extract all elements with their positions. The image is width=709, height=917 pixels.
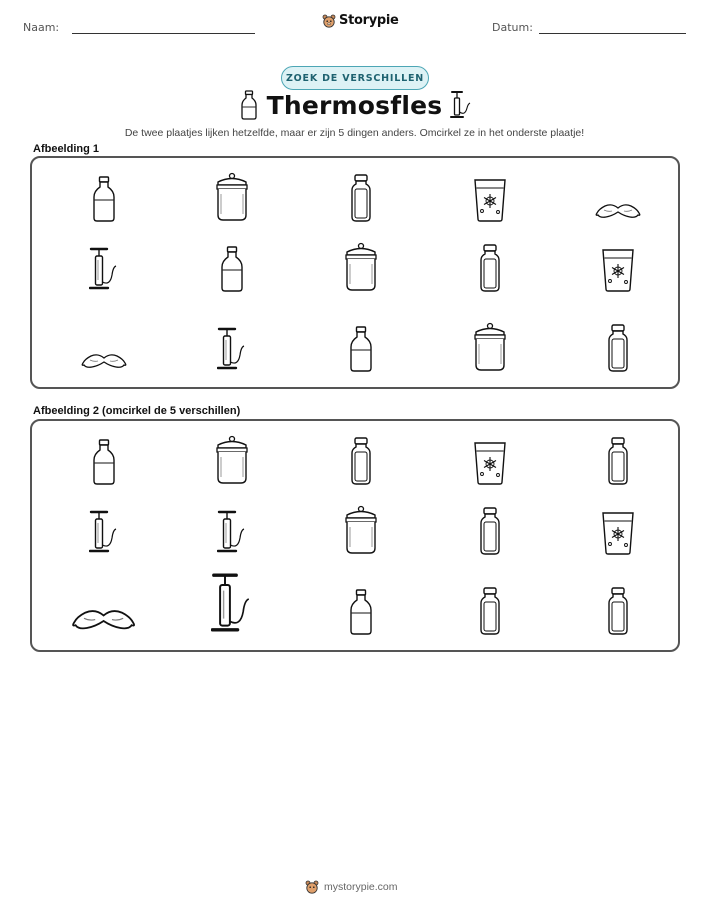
picture2-item-5[interactable]	[607, 437, 629, 485]
mustache-icon	[70, 607, 137, 635]
bike-pump-icon	[450, 90, 472, 120]
snowflake-cup-icon	[473, 441, 507, 485]
vial-bottle-icon	[607, 587, 629, 635]
vial-bottle-icon	[350, 174, 372, 222]
picture2-item-8[interactable]	[343, 505, 379, 555]
picture1-item-12	[217, 326, 247, 372]
brand-logo	[322, 13, 399, 28]
picture1-item-10	[601, 248, 635, 292]
date-field[interactable]	[539, 33, 686, 34]
picture1-item-1	[92, 176, 116, 222]
panel2-label: Afbeelding 2 (omcirkel de 5 verschillen)	[33, 405, 241, 417]
picture2-item-6[interactable]	[89, 509, 119, 555]
bike-pump-icon	[89, 246, 119, 292]
vial-bottle-icon	[607, 324, 629, 372]
picture1-item-4	[473, 178, 507, 222]
picture1-item-7	[220, 246, 244, 292]
milk-bottle-icon	[220, 246, 244, 292]
activity-badge: ZOEK DE VERSCHILLEN	[281, 66, 429, 90]
bike-pump-icon	[89, 509, 119, 555]
footer	[305, 880, 398, 894]
date-label: Datum:	[492, 21, 533, 34]
picture1-item-2	[214, 172, 250, 222]
picture-2-panel[interactable]	[30, 419, 680, 652]
picture2-item-2[interactable]	[214, 435, 250, 485]
picture2-item-3[interactable]	[350, 437, 372, 485]
bike-pump-icon	[217, 509, 247, 555]
picture2-item-7[interactable]	[217, 509, 247, 555]
panel1-label: Afbeelding 1	[33, 143, 100, 155]
name-label: Naam:	[23, 21, 60, 34]
mustache-icon	[594, 202, 642, 222]
snowflake-cup-icon	[473, 178, 507, 222]
brand-name: Storypie	[339, 13, 399, 28]
picture1-item-9	[479, 244, 501, 292]
footer-url[interactable]: mystorypie.com	[324, 881, 398, 893]
name-field[interactable]	[72, 33, 255, 34]
picture-1-panel	[30, 156, 680, 389]
picture2-item-15[interactable]	[607, 587, 629, 635]
picture1-item-14	[472, 322, 508, 372]
picture2-item-12[interactable]	[211, 571, 253, 635]
vial-bottle-icon	[607, 437, 629, 485]
milk-bottle-icon	[92, 176, 116, 222]
picture2-item-1[interactable]	[92, 439, 116, 485]
bear-logo-icon	[305, 880, 319, 894]
snowflake-cup-icon	[601, 248, 635, 292]
snowflake-cup-icon	[601, 511, 635, 555]
vial-bottle-icon	[479, 587, 501, 635]
milk-bottle-icon	[92, 439, 116, 485]
cookie-jar-icon	[472, 322, 508, 372]
mustache-icon	[80, 352, 128, 372]
bike-pump-icon	[211, 571, 253, 635]
picture1-item-5	[594, 202, 642, 222]
bear-logo-icon	[322, 14, 336, 28]
picture2-item-4[interactable]	[473, 441, 507, 485]
picture2-item-11[interactable]	[70, 607, 137, 635]
picture1-item-8	[343, 242, 379, 292]
picture1-item-15	[607, 324, 629, 372]
picture2-item-13[interactable]	[349, 589, 373, 635]
vial-bottle-icon	[479, 244, 501, 292]
picture1-item-13	[349, 326, 373, 372]
picture2-item-10[interactable]	[601, 511, 635, 555]
picture2-item-14[interactable]	[479, 587, 501, 635]
cookie-jar-icon	[214, 435, 250, 485]
milk-bottle-icon	[349, 326, 373, 372]
milk-bottle-icon	[349, 589, 373, 635]
vial-bottle-icon	[350, 437, 372, 485]
instructions: De twee plaatjes lijken hetzelfde, maar er zijn 5 dingen anders. Omcirkel ze in het onderste plaatje!	[124, 127, 585, 139]
cookie-jar-icon	[343, 242, 379, 292]
cookie-jar-icon	[214, 172, 250, 222]
picture2-item-9[interactable]	[479, 507, 501, 555]
picture1-item-6	[89, 246, 119, 292]
page-title: Thermosfles	[266, 91, 443, 120]
bike-pump-icon	[217, 326, 247, 372]
cookie-jar-icon	[343, 505, 379, 555]
picture1-item-11	[80, 352, 128, 372]
picture1-item-3	[350, 174, 372, 222]
vial-bottle-icon	[479, 507, 501, 555]
